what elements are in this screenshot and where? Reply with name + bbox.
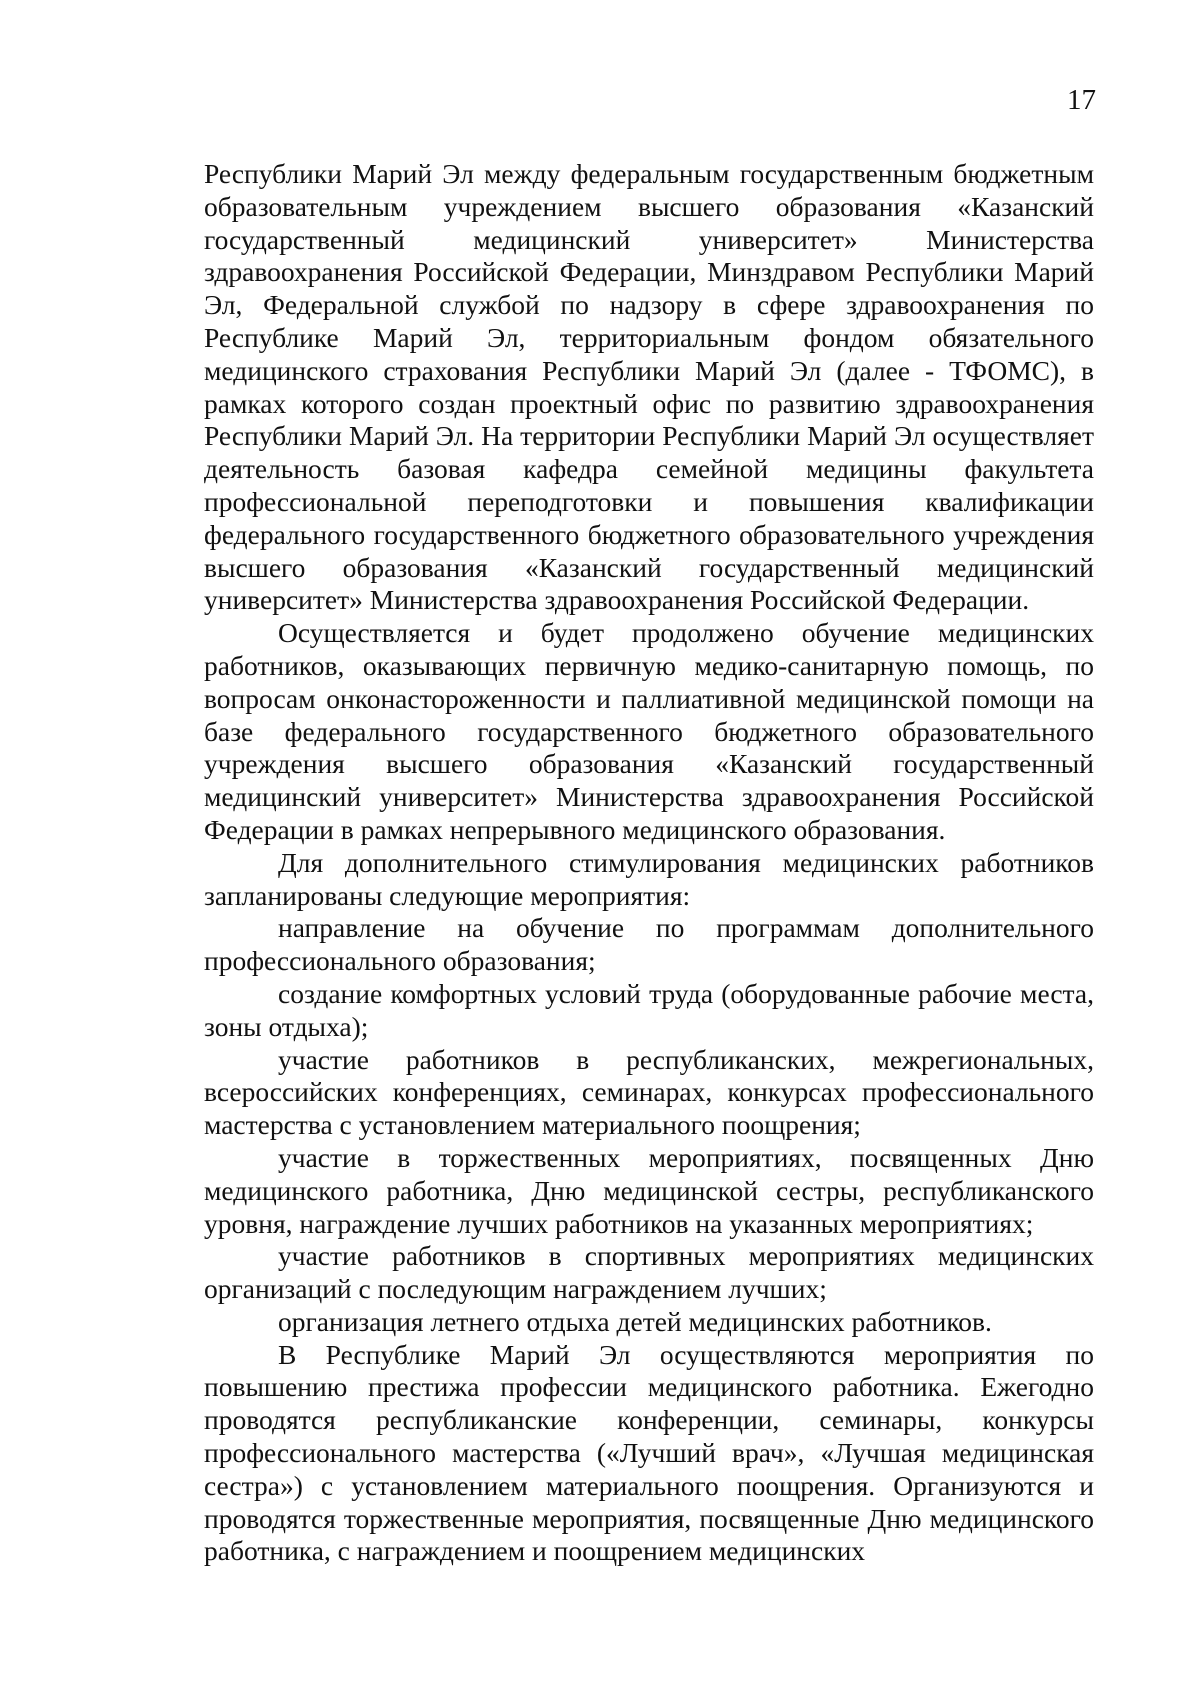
paragraph-training: Осуществляется и будет продолжено обучение медицинских работников, оказывающих первичную медико-санитарную помощь, по вопросам онконастороженности и паллиативной медицинской помощи на базе федерального государственного бюджетного образовательного учреждения высшего образования «Казанский государственный медицинский университет» Министерства здравоохранения Российской Федерации в рамках непрерывного медицинского образования. [204, 617, 1094, 845]
list-item-work-conditions: создание комфортных условий труда (оборудованные рабочие места, зоны отдыха); [204, 977, 1094, 1042]
list-item-summer-rest: организация летнего отдыха детей медицинских работников. [278, 1305, 992, 1337]
paragraph-incentives-intro: Для дополнительного стимулирования медицинских работников запланированы следующие мероприятия: [204, 846, 1094, 911]
page-number: 17 [1067, 84, 1096, 116]
paragraph-prestige: В Республике Марий Эл осуществляются мероприятия по повышению престижа профессии медицинского работника. Ежегодно проводятся республиканские конференции, семинары, конкурсы профессионального мастерства («Лучший врач», «Лучшая медицинская сестра») с установлением материального поощрения. Организуются и проводятся торжественные мероприятия, посвященные Дню медицинского работника, с награждением и поощрением медицинских [204, 1338, 1094, 1567]
list-item-education: направление на обучение по программам дополнительного профессионального образования; [204, 912, 1094, 977]
list-item-conferences: участие работников в республиканских, межрегиональных, всероссийских конференциях, семинарах, конкурсах профессионального мастерства с установлением материального поощрения; [204, 1043, 1094, 1141]
paragraph-agreement-continuation: Республики Марий Эл между федеральным государственным бюджетным образовательным учреждением высшего образования «Казанский государственный медицинский университет» Министерства здравоохранения Российской Федерации, Минздравом Республики Марий Эл, Федеральной службой по надзору в сфере здравоохранения по Республике Марий Эл, территориальным фондом обязательного медицинского страхования Республики Марий Эл (далее - ТФОМС), в рамках которого создан проектный офис по развитию здравоохранения Республики Марий Эл. На территории Республики Марий Эл осуществляет деятельность базовая кафедра семейной медицины факультета профессиональной переподготовки и повышения квалификации федерального государственного бюджетного образовательного учреждения высшего образования «Казанский государственный медицинский университет» Министерства здравоохранения Российской Федерации. [204, 158, 1094, 616]
list-item-ceremonies: участие в торжественных мероприятиях, посвященных Дню медицинского работника, Дню медицинской сестры, республиканского уровня, награждение лучших работников на указанных мероприятиях; [204, 1141, 1094, 1239]
list-item-sports: участие работников в спортивных мероприятиях медицинских организаций с последующим награждением лучших; [204, 1240, 1094, 1305]
document-body [204, 158, 1094, 1568]
